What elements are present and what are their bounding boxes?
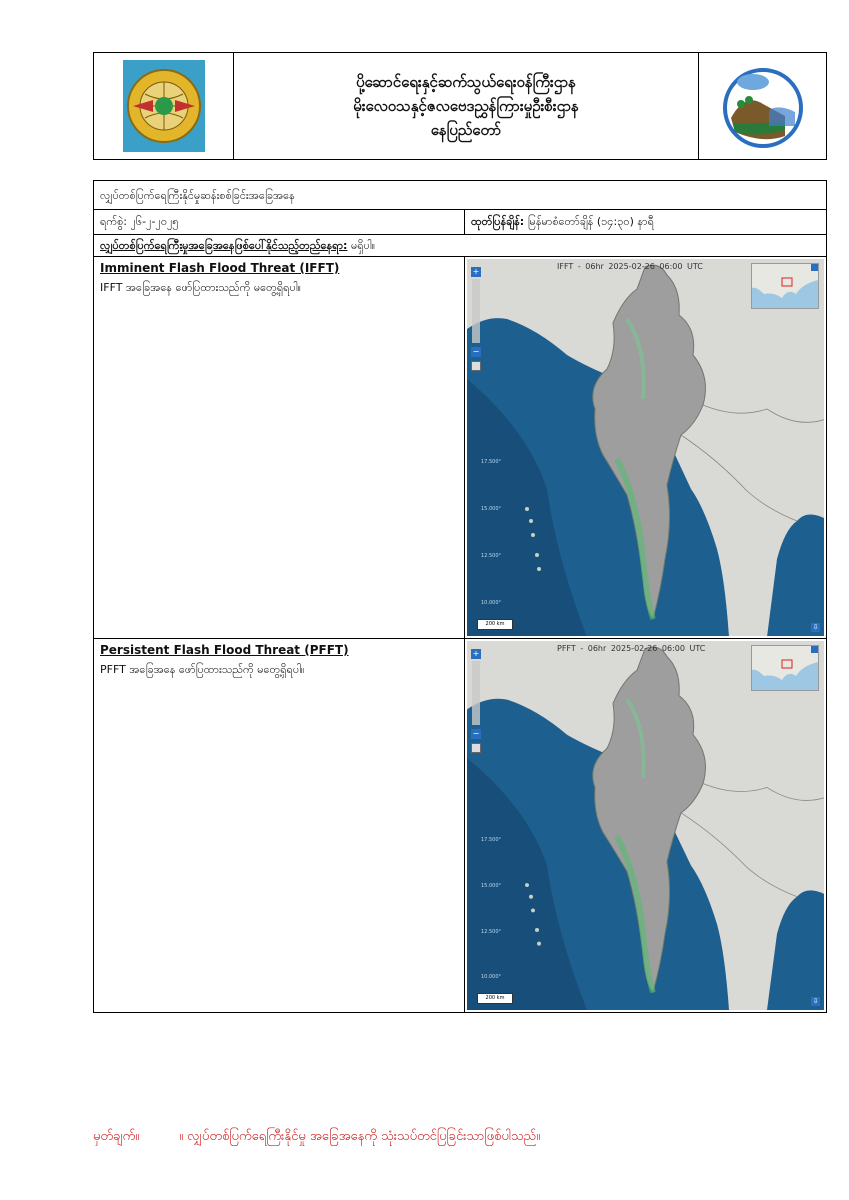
layers-icon[interactable]: [471, 743, 481, 753]
island: [535, 553, 539, 557]
footer-text: ။ လျှပ်တစ်ပြက်ရေကြီးနိုင်မှု အခြေအနေကို သုံးသပ်တင်ပြခြင်းသာဖြစ်ပါသည်။: [179, 1129, 541, 1144]
lat-label: 10.000°: [481, 974, 501, 980]
issue-time-cell: [465, 210, 826, 234]
island: [537, 567, 541, 571]
ifft-map: [467, 259, 824, 636]
date-label: ရက်စွဲ:: [100, 215, 127, 228]
affected-area-value: မရှိပါ။: [350, 239, 376, 252]
pfft-map-title: PFFT - 06hr 2025-02-26 06:00 UTC: [557, 644, 706, 653]
ministry-name: ပို့ဆောင်ရေးနှင့်ဆက်သွယ်ရေးဝန်ကြီးဌာန: [356, 73, 576, 91]
hydrology-logo-cell: [698, 53, 826, 159]
island: [525, 507, 529, 511]
lat-label: 12.500°: [481, 929, 501, 935]
map-scale-bar: 200 km: [477, 619, 513, 630]
lat-label: 10.000°: [481, 600, 501, 606]
zoom-slider[interactable]: [472, 661, 480, 725]
inset-close-icon[interactable]: [811, 264, 818, 271]
date-value: ၂၆-၂-၂၀၂၅: [130, 215, 179, 228]
issue-time-value: မြန်မာစံတော်ချိန် (၁၄:၃၀) နာရီ: [527, 215, 654, 228]
overview-inset-map[interactable]: [751, 645, 819, 691]
lat-label: 15.000°: [481, 883, 501, 889]
department-name: မိုးလေဝသနှင့်ဇလဗေဒညွှန်ကြားမှုဦးစီးဌာန: [353, 97, 579, 115]
map-scale-bar: 200 km: [477, 993, 513, 1004]
affected-area-row: [94, 235, 826, 257]
report-title: လျှပ်တစ်ပြက်ရေကြီးနိုင်မှုဆန်းစစ်ခြင်းအခြေအနေ: [100, 189, 295, 202]
header-box: [93, 52, 827, 160]
zoom-in-button[interactable]: +: [472, 649, 480, 658]
ministry-logo-cell: [94, 53, 234, 159]
zoom-out-button[interactable]: −: [472, 347, 480, 356]
affected-area-label: လျှပ်တစ်ပြက်ရေကြီးမှုအခြေအနေဖြစ်ပေါ်နိုင်သည့်တည်နေရာ:: [100, 239, 348, 252]
date-cell: [94, 210, 465, 234]
date-issue-row: [94, 210, 826, 235]
ifft-map-geography: [467, 259, 824, 636]
island: [529, 895, 533, 899]
overview-inset-map[interactable]: [751, 263, 819, 309]
ifft-title: Imminent Flash Flood Threat (IFFT): [100, 261, 340, 275]
report-table: [93, 180, 827, 1013]
pfft-text-cell: [94, 639, 465, 1012]
pfft-map-geography: [467, 641, 824, 1010]
report-title-row: [94, 181, 826, 210]
pfft-map: [467, 641, 824, 1010]
footer-note: [93, 1128, 540, 1147]
pfft-map-cell: [465, 639, 826, 1012]
issue-time-label: ထုတ်ပြန်ချိန်:: [471, 215, 525, 228]
lat-label: 17.500°: [481, 837, 501, 843]
layers-icon[interactable]: [471, 361, 481, 371]
ifft-description: IFFT အခြေအနေ ဖော်ပြထားသည်ကို မတွေ့ရှိရပါ။: [100, 281, 301, 294]
city-name: နေပြည်တော်: [430, 121, 502, 139]
download-icon[interactable]: ⇩: [812, 623, 819, 631]
ifft-map-title: IFFT - 06hr 2025-02-26 06:00 UTC: [557, 262, 703, 271]
download-icon[interactable]: ⇩: [812, 997, 819, 1005]
island: [531, 908, 535, 912]
asia-overview-icon: [752, 264, 818, 308]
pfft-description: PFFT အခြေအနေ ဖော်ပြထားသည်ကို မတွေ့ရှိရပါ။: [100, 663, 305, 676]
island: [535, 928, 539, 932]
footer-label: မှတ်ချက်။: [93, 1129, 140, 1144]
header-title-block: [234, 53, 698, 159]
ifft-section: [94, 257, 826, 639]
ministry-logo: [123, 60, 205, 152]
island: [537, 942, 541, 946]
island: [529, 519, 533, 523]
island: [525, 883, 529, 887]
lat-label: 15.000°: [481, 506, 501, 512]
island: [531, 533, 535, 537]
lat-label: 17.500°: [481, 459, 501, 465]
zoom-in-button[interactable]: +: [472, 267, 480, 276]
zoom-slider[interactable]: [472, 279, 480, 343]
pfft-section: [94, 639, 826, 1012]
zoom-out-button[interactable]: −: [472, 729, 480, 738]
pfft-title: Persistent Flash Flood Threat (PFFT): [100, 643, 349, 657]
lat-label: 12.500°: [481, 553, 501, 559]
inset-close-icon[interactable]: [811, 646, 818, 653]
ifft-text-cell: [94, 257, 465, 638]
asia-overview-icon: [752, 646, 818, 690]
ifft-map-cell: [465, 257, 826, 638]
hydrological-cycle-logo: [715, 60, 811, 152]
